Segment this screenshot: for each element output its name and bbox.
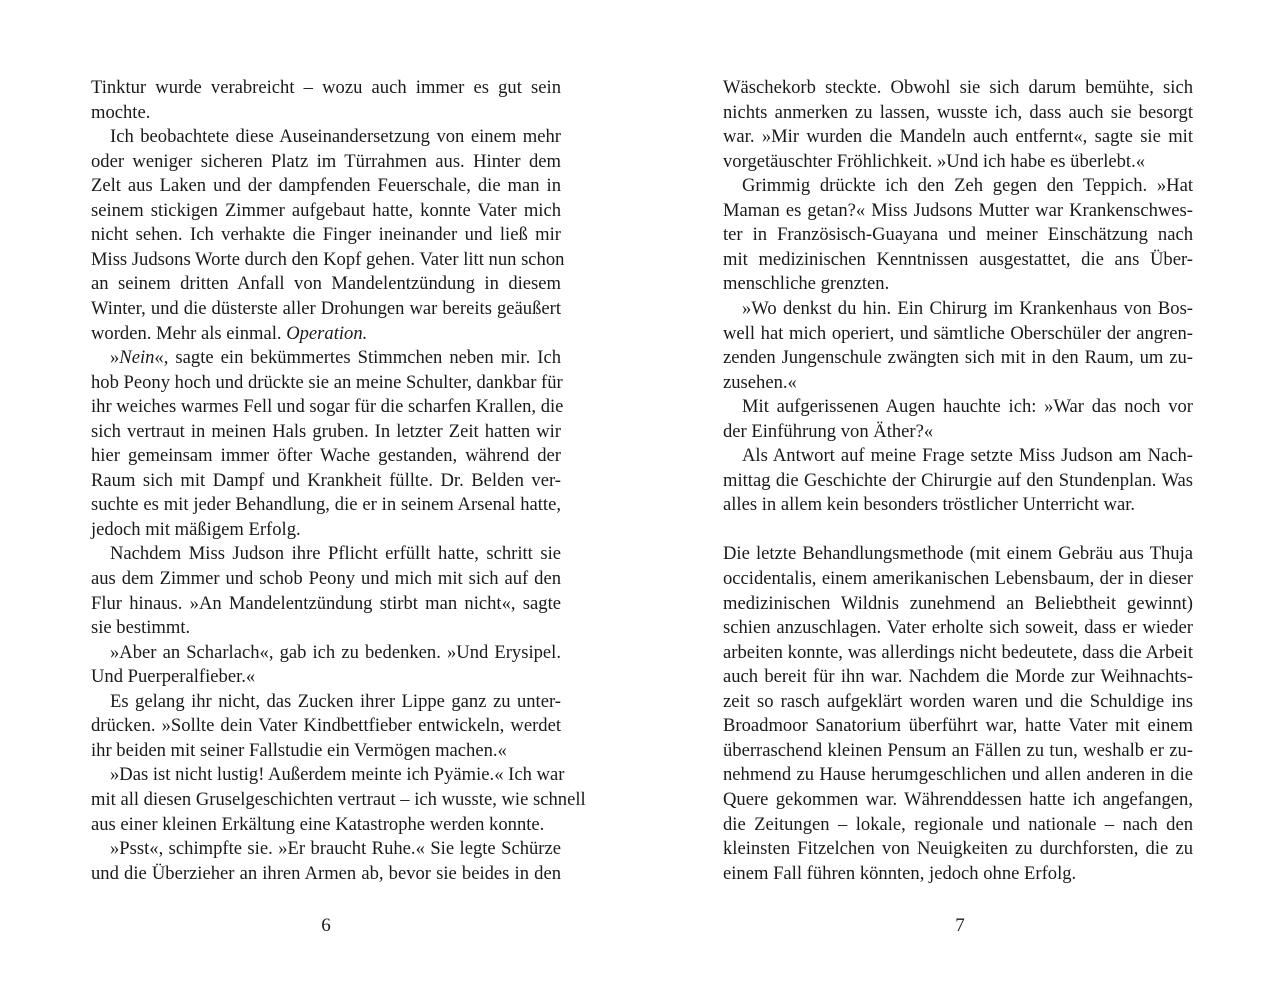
- text-line: Quere gekommen war. Währenddessen hatte ich angefangen,: [723, 788, 1193, 810]
- text-line: nehmend zu Hause herumgeschlichen und allen anderen in die: [723, 764, 1193, 786]
- text-line: der Einführung von Äther?«: [723, 420, 934, 442]
- text-line: menschliche grenzten.: [723, 273, 890, 295]
- text-line: worden. Mehr als einmal. Operation.: [91, 322, 368, 344]
- text-line: sie bestimmt.: [91, 617, 191, 639]
- text-line: Als Antwort auf meine Frage setzte Miss Judson am Nach-: [742, 445, 1193, 467]
- text-line: Ich beobachtete diese Auseinandersetzung von einem mehr: [110, 126, 561, 148]
- text-line: mittag die Geschichte der Chirurgie auf den Stundenplan. Was: [723, 469, 1193, 491]
- text-line: mit all diesen Gruselgeschichten vertraut – ich wusste, wie schnell: [91, 788, 586, 810]
- text-line: arbeiten konnte, was allerdings nicht bedeutete, dass die Arbeit: [723, 641, 1193, 663]
- text-line: auch bereit für ihn war. Nachdem die Morde zur Weihnachts-: [723, 666, 1193, 688]
- text-line: seinem stickigen Zimmer aufgebaut hatte, konnte Vater mich: [91, 199, 561, 221]
- text-line: Flur hinaus. »An Mandelentzündung stirbt man nicht«, sagte: [91, 592, 561, 614]
- text-line: Und Puerperalfieber.«: [91, 666, 256, 688]
- text-line: Zelt aus Laken und der dampfenden Feuerschale, die man in: [91, 175, 561, 197]
- text-line: ihr beiden mit seiner Fallstudie ein Vermögen machen.«: [91, 739, 507, 761]
- text-line: suchte es mit jeder Behandlung, die er in seinem Arsenal hatte,: [91, 494, 561, 516]
- text-line: an seinem dritten Anfall von Mandelentzündung in diesem: [91, 273, 561, 295]
- text-line: well hat mich operiert, und sämtliche Oberschüler der angren-: [723, 322, 1193, 344]
- text-line: nicht sehen. Ich verhakte die Finger ineinander und ließ mir: [91, 224, 561, 246]
- text-line: die Zeitungen – lokale, regionale und nationale – nach den: [723, 813, 1193, 835]
- text-line: Raum sich mit Dampf und Krankheit füllte. Dr. Belden ver-: [91, 469, 561, 491]
- text-line: kleinsten Fitzelchen von Neuigkeiten zu durchforsten, die zu: [723, 838, 1193, 860]
- text-line: nichts anmerken zu lassen, wusste ich, dass auch sie besorgt: [723, 101, 1193, 123]
- text-line: mit medizinischen Kenntnissen ausgestattet, die ans Über-: [723, 248, 1193, 270]
- text-line: »Das ist nicht lustig! Außerdem meinte ich Pyämie.« Ich war: [110, 764, 565, 786]
- left-page: [0, 0, 642, 1000]
- text-line: »Wo denkst du hin. Ein Chirurg im Krankenhaus von Bos-: [742, 297, 1193, 319]
- text-line: jedoch mit mäßigem Erfolg.: [91, 518, 301, 540]
- right-page-number: 7: [955, 915, 965, 936]
- text-line: aus dem Zimmer und schob Peony und mich mit sich auf den: [91, 568, 561, 589]
- text-line: zeit so rasch aufgeklärt worden waren und die Schuldige ins: [723, 690, 1193, 712]
- text-line: war. »Mir wurden die Mandeln auch entfernt«, sagte sie mit: [723, 126, 1193, 148]
- text-line: hier gemeinsam immer öfter Wache gestanden, während der: [91, 445, 561, 467]
- text-line: Winter, und die düsterste aller Drohungen war bereits geäußert: [91, 297, 561, 319]
- text-line: Broadmoor Sanatorium überführt war, hatte Vater mit einem: [723, 715, 1193, 737]
- text-line: Nachdem Miss Judson ihre Pflicht erfüllt hatte, schritt sie: [110, 543, 561, 565]
- text-line: ihr weiches warmes Fell und sogar für die scharfen Krallen, die: [91, 396, 564, 418]
- text-line: [723, 518, 1193, 543]
- text-line: »Aber an Scharlach«, gab ich zu bedenken. »Und Erysipel.: [110, 641, 561, 663]
- text-line: ter in Französisch-Guayana und meiner Einschätzung nach: [723, 224, 1193, 246]
- text-line: occidentalis, einem amerikanischen Lebensbaum, der in dieser: [723, 568, 1193, 589]
- text-line: einem Fall führen könnten, jedoch ohne Erfolg.: [723, 862, 1077, 884]
- text-line: Mit aufgerissenen Augen hauchte ich: »War das noch vor: [742, 396, 1193, 418]
- text-line: und die Überzieher an ihren Armen ab, bevor sie beides in den: [91, 862, 561, 884]
- text-line: drücken. »Sollte dein Vater Kindbettfieber entwickeln, werdet: [91, 715, 561, 737]
- text-line: Die letzte Behandlungsmethode (mit einem Gebräu aus Thuja: [723, 543, 1193, 565]
- left-page-number: 6: [321, 915, 331, 936]
- text-line: hob Peony hoch und drückte sie an meine Schulter, dankbar für: [91, 371, 563, 393]
- text-line: »Psst«, schimpfte sie. »Er braucht Ruhe.« Sie legte Schürze: [110, 838, 561, 860]
- text-line: mochte.: [91, 101, 151, 123]
- right-page: [642, 0, 1285, 1000]
- text-line: überraschend kleinen Pensum an Fällen zu tun, weshalb er zu-: [723, 739, 1193, 761]
- text-line: Es gelang ihr nicht, das Zucken ihrer Lippe ganz zu unter-: [110, 690, 561, 712]
- text-line: schien anzuschlagen. Vater erholte sich soweit, dass er wieder: [723, 617, 1193, 639]
- text-line: zenden Jungenschule zwängten sich mit in den Raum, um zu-: [723, 347, 1193, 369]
- text-line: Tinktur wurde verabreicht – wozu auch immer es gut sein: [91, 77, 561, 98]
- text-line: Miss Judsons Worte durch den Kopf gehen. Vater litt nun schon: [91, 248, 565, 270]
- text-line: medizinischen Wildnis zunehmend an Beliebtheit gewinnt): [723, 592, 1193, 614]
- text-line: Wäschekorb steckte. Obwohl sie sich darum bemühte, sich: [723, 77, 1193, 98]
- text-line: »Nein«, sagte ein bekümmertes Stimmchen neben mir. Ich: [110, 347, 561, 369]
- text-line: Maman es getan?« Miss Judsons Mutter war Krankenschwes-: [723, 199, 1193, 221]
- text-line: vorgetäuschter Fröhlichkeit. »Und ich habe es überlebt.«: [723, 150, 1146, 172]
- text-line: zusehen.«: [723, 371, 797, 393]
- text-line: oder weniger sicheren Platz im Türrahmen aus. Hinter dem: [91, 150, 561, 172]
- text-line: sich vertraut in meinen Hals gruben. In letzter Zeit hatten wir: [91, 420, 561, 442]
- text-line: Grimmig drückte ich den Zeh gegen den Teppich. »Hat: [742, 175, 1193, 197]
- text-line: alles in allem kein besonders tröstlicher Unterricht war.: [723, 494, 1136, 516]
- text-line: aus einer kleinen Erkältung eine Katastrophe werden konnte.: [91, 813, 545, 835]
